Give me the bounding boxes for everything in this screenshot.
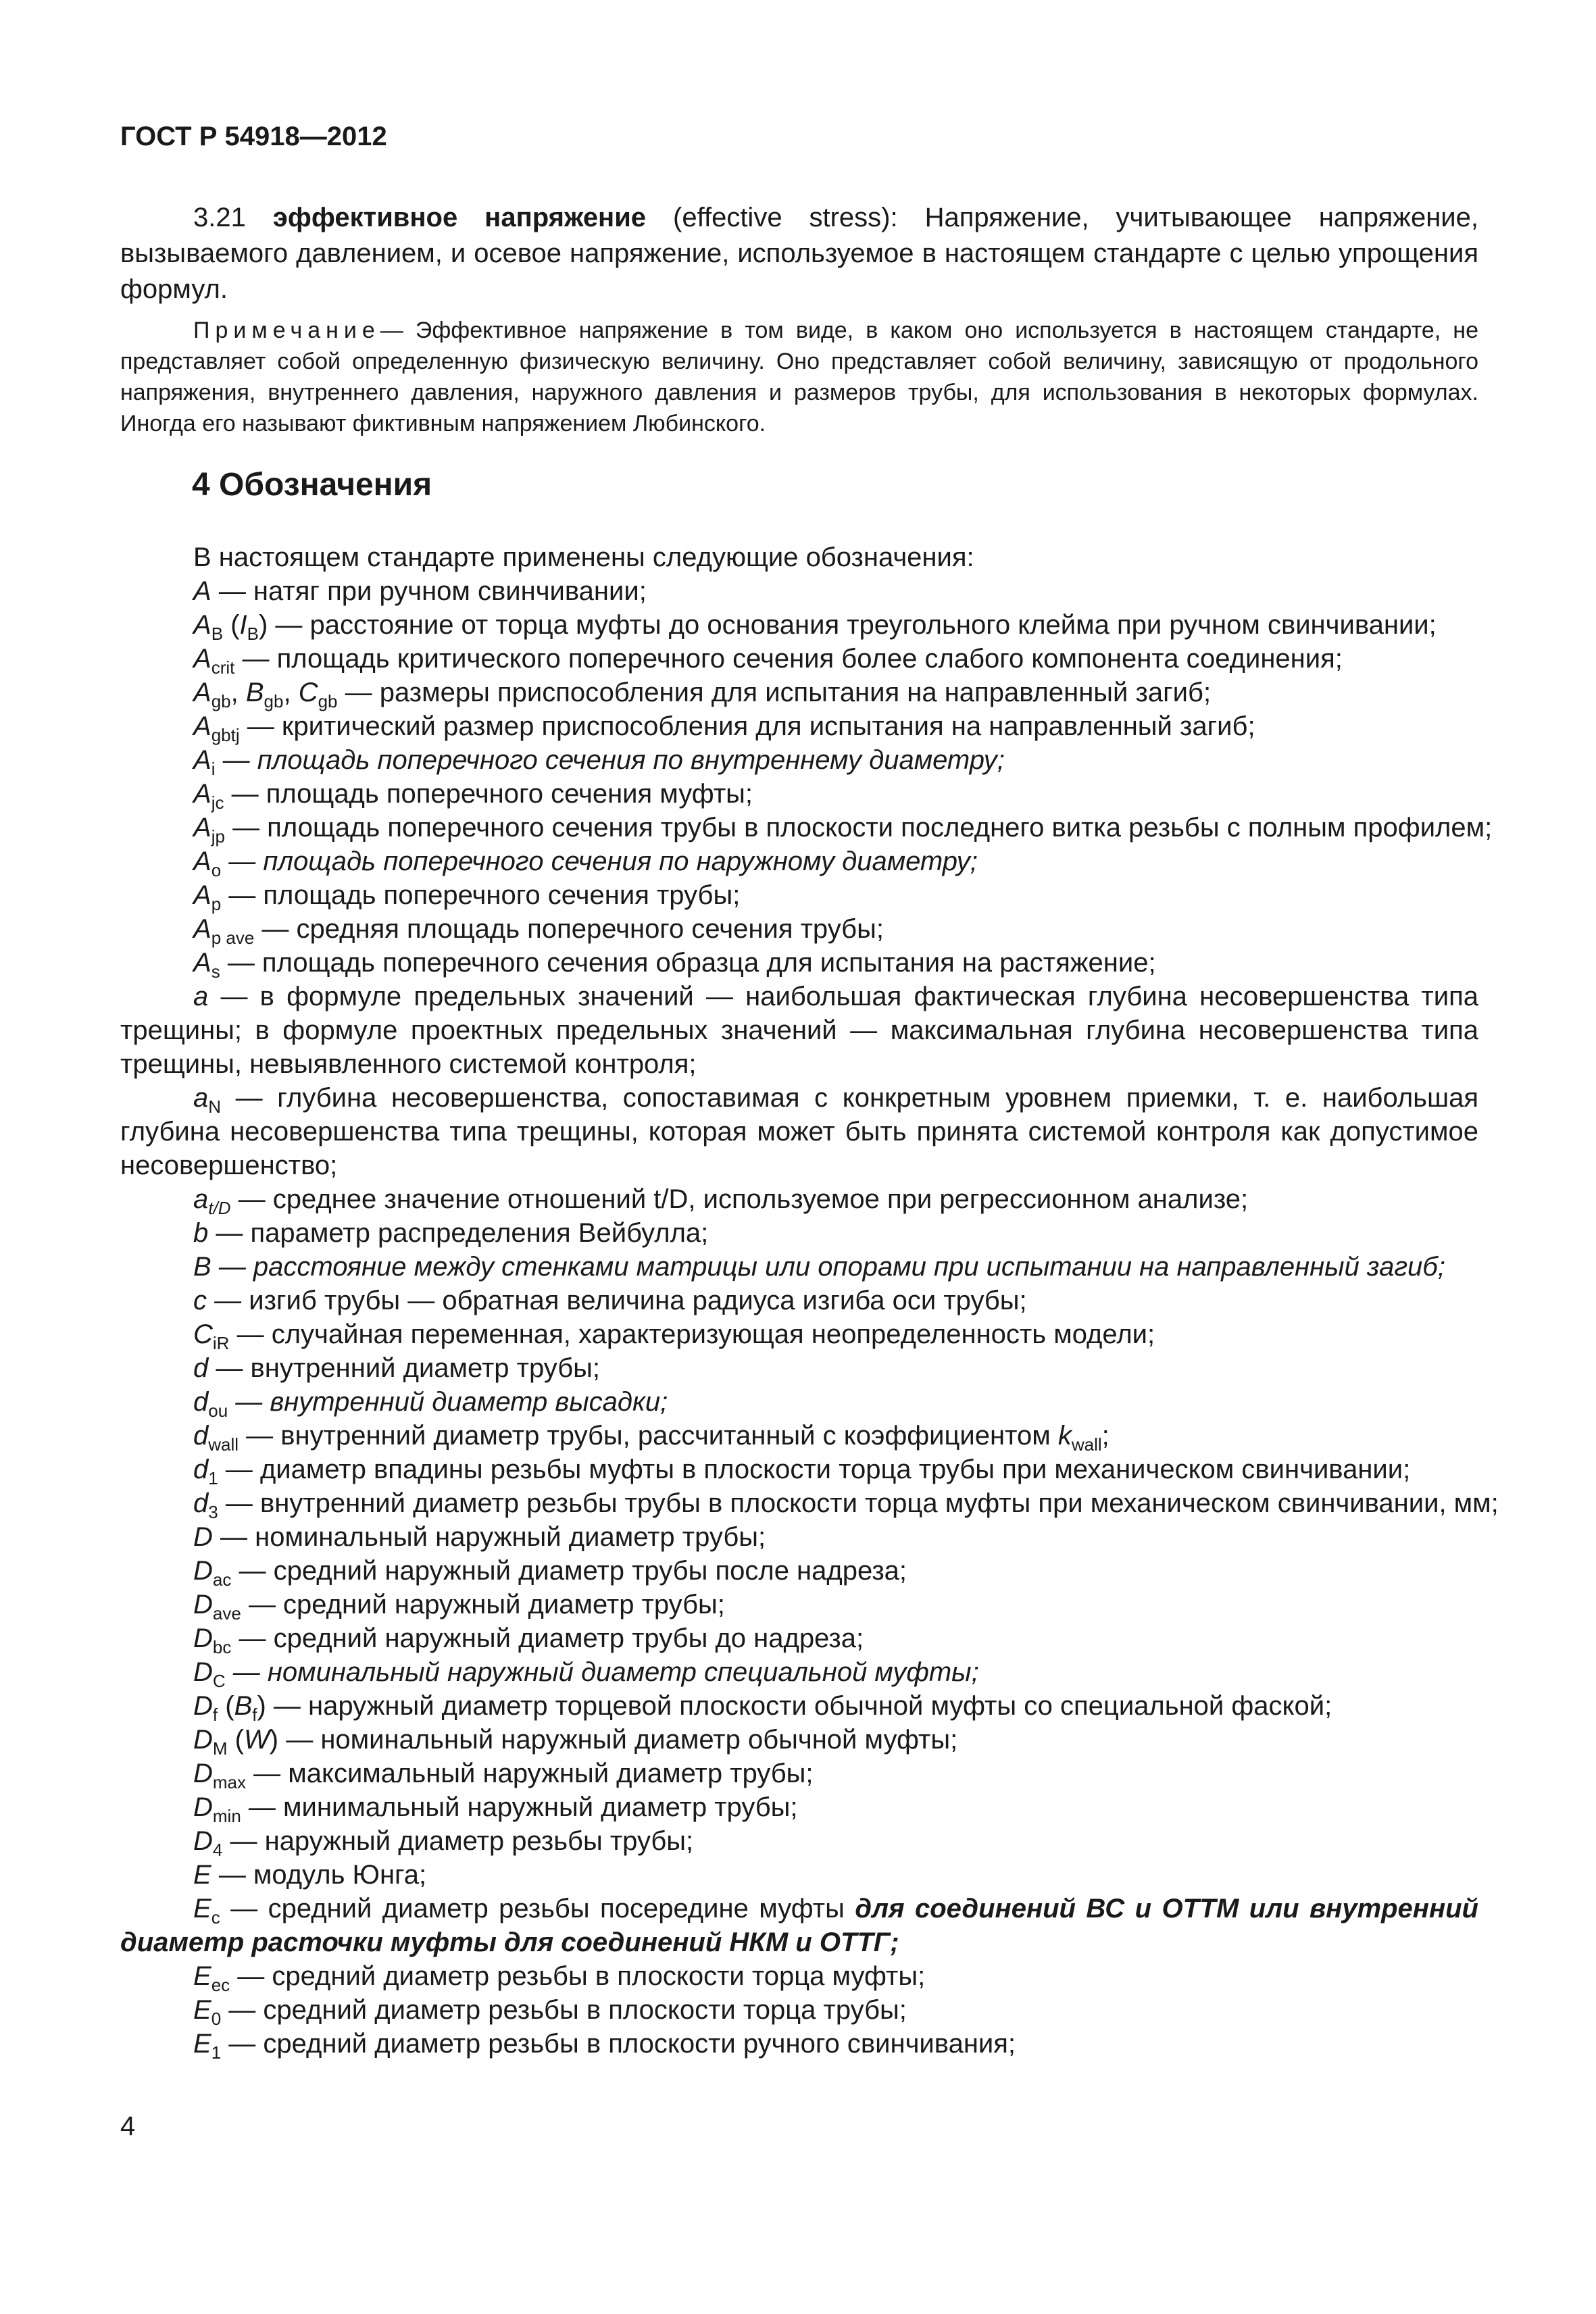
- list-item: $A_o$ — площадь поперечного сечения по наружному диаметру;: [193, 847, 978, 880]
- list-item: $A_{p ave}$ — средняя площадь поперечного сечения трубы;: [193, 914, 884, 948]
- list-item: $D_4$ — наружный диаметр резьбы трубы;: [193, 1826, 694, 1860]
- page-number: 4: [120, 2111, 136, 2141]
- term-number: 3.21: [193, 203, 246, 232]
- list-item: b — параметр распределения Вейбулла;: [193, 1218, 709, 1248]
- list-item: d — внутренний диаметр трубы;: [193, 1353, 600, 1383]
- list-item: $D_{ave}$ — средний наружный диаметр трубы;: [193, 1590, 725, 1624]
- term-text: Напряжение, учитывающее напряжение, вызываемого давлением, и осевое напряжение, используемое в настоящем стандарте с целью упрощения формул.: [120, 203, 1478, 304]
- term-name: эффективное напряжение: [272, 203, 647, 232]
- note: [120, 315, 1478, 439]
- list-item: $A_i$ — площадь поперечного сечения по внутреннему диаметру;: [193, 745, 1005, 779]
- list-item: $a_{t/D}$ — среднее значение отношений t/D, используемое при регрессионном анализе;: [193, 1184, 1249, 1218]
- list-item: $D_{ac}$ — средний наружный диаметр трубы после надреза;: [193, 1556, 907, 1590]
- list-item: $D_{min}$ — минимальный наружный диаметр трубы;: [193, 1792, 798, 1826]
- term-english: (effective stress):: [673, 203, 898, 232]
- list-item: $A_{crit}$ — площадь критического поперечного сечения более слабого компонента соединения;: [193, 644, 1343, 678]
- list-item: $E_{ec}$ — средний диаметр резьбы в плоскости торца муфты;: [193, 1961, 926, 1995]
- list-item: $A_{jc}$ — площадь поперечного сечения муфты;: [193, 779, 753, 813]
- list-item: $E_0$ — средний диаметр резьбы в плоскости торца трубы;: [193, 1995, 907, 2029]
- note-label: Примечание: [193, 318, 380, 343]
- list-item: $E_1$ — средний диаметр резьбы в плоскости ручного свинчивания;: [193, 2029, 1016, 2063]
- list-item: $D_C$ — номинальный наружный диаметр специальной муфты;: [193, 1657, 979, 1691]
- list-item: $d_1$ — диаметр впадины резьбы муфты в плоскости торца трубы при механическом свинчивании;: [193, 1455, 1411, 1488]
- list-item: $A_{jp}$ — площадь поперечного сечения трубы в плоскости последнего витка резьбы с полным профилем;: [193, 813, 1493, 847]
- term-definition: [120, 200, 1478, 307]
- symbols-list: [120, 540, 1499, 2063]
- list-item: $a_N$ — глубина несовершенства, сопоставимая с конкретным уровнем приемки, т. е. наибольшая глубина несовершенства типа трещины, которая может быть принята системой контроля как допустимое несовершенство;: [120, 1083, 1478, 1180]
- list-item: D — номинальный наружный диаметр трубы;: [193, 1522, 766, 1552]
- section-number: 4: [192, 467, 210, 503]
- list-item: $D_{bc}$ — средний наружный диаметр трубы до надреза;: [193, 1624, 864, 1657]
- list-item: $A_{gbtj}$ — критический размер приспособления для испытания на направленный загиб;: [193, 711, 1255, 745]
- list-item: E — модуль Юнга;: [193, 1860, 427, 1890]
- section-heading: [192, 466, 432, 503]
- list-item: $d_{ou}$ — внутренний диаметр высадки;: [193, 1387, 668, 1421]
- list-item: $E_c$ — средний диаметр резьбы посередине муфты для соединений ВС и ОТТМ или внутренний диаметр расточки муфты для соединений НКМ и ОТТГ;: [120, 1894, 1478, 1957]
- list-item: $A_{gb}$, $B_{gb}$, $C_{gb}$ — размеры приспособления для испытания на направленный загиб;: [193, 678, 1212, 711]
- list-item: $d_{wall}$ — внутренний диаметр трубы, рассчитанный с коэффициентом $k_{wall}$;: [193, 1421, 1109, 1455]
- note-text: — Эффективное напряжение в том виде, в каком оно используется в настоящем стандарте, не представляет собой определенную физическую величину. Оно представляет собой величину, зависящую от продольного напряжения, внутреннего давления, наружного давления и размеров трубы, для использования в некоторых формулах. Иногда его называют фиктивным напряжением Любинского.: [120, 318, 1478, 436]
- list-item: $A_B$ $(I_B)$ — расстояние от торца муфты до основания треугольного клейма при ручном свинчивании;: [193, 610, 1437, 644]
- list-item: $A_s$ — площадь поперечного сечения образца для испытания на растяжение;: [193, 948, 1156, 982]
- list-item: $D_f$ $(B_f)$ — наружный диаметр торцевой плоскости обычной муфты со специальной фаской;: [193, 1691, 1332, 1725]
- list-item: c — изгиб трубы — обратная величина радиуса изгиба оси трубы;: [193, 1286, 1027, 1315]
- list-item: A — натяг при ручном свинчивании;: [193, 576, 647, 606]
- list-item: $d_3$ — внутренний диаметр резьбы трубы в плоскости торца муфты при механическом свинчивании, мм;: [193, 1488, 1499, 1522]
- list-item: a — в формуле предельных значений — наибольшая фактическая глубина несовершенства типа трещины; в формуле проектных предельных значений — максимальная глубина несовершенства типа трещины, невыявленного системой контроля;: [120, 982, 1478, 1079]
- list-item: $A_p$ — площадь поперечного сечения трубы;: [193, 880, 741, 914]
- list-item: $D_{max}$ — максимальный наружный диаметр трубы;: [193, 1759, 814, 1792]
- list-item: $C_{iR}$ — случайная переменная, характеризующая неопределенность модели;: [193, 1319, 1155, 1353]
- intro-line: В настоящем стандарте применены следующие обозначения:: [193, 543, 974, 572]
- list-item: B — расстояние между стенками матрицы или опорами при испытании на направленный загиб;: [193, 1252, 1445, 1282]
- list-item: $D_M$ (W) — номинальный наружный диаметр обычной муфты;: [193, 1725, 958, 1759]
- document-header: ГОСТ Р 54918—2012: [120, 122, 387, 151]
- section-title: Обозначения: [219, 467, 432, 503]
